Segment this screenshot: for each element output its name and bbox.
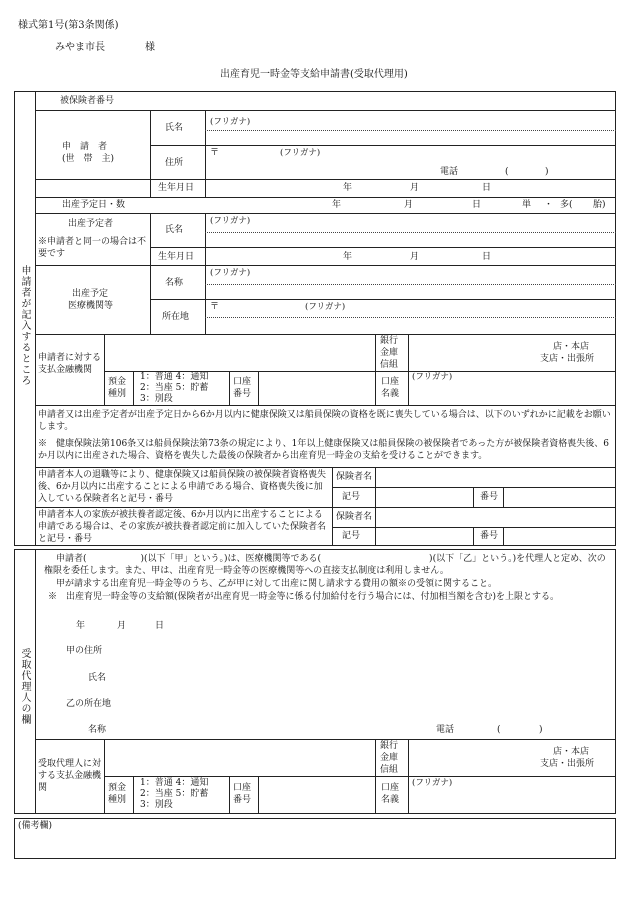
remarks-label: (備考欄) xyxy=(18,821,53,831)
facility-postal: 〒 xyxy=(210,302,220,312)
postal-mark: 〒 xyxy=(210,148,220,158)
agent-para-2: 甲が請求する出産育児一時金等のうち、乙が甲に対して出産に関し請求する費用の額※の受領に関すること。 xyxy=(56,579,498,589)
agent-account-furigana: (フリガナ) xyxy=(412,778,453,788)
due-date-label: 出産予定日・数 xyxy=(62,200,126,210)
due-month: 月 xyxy=(404,200,414,210)
account-number-label: 口座番号 xyxy=(233,377,252,399)
form-number: 様式第1号(第3条関係) xyxy=(18,20,119,31)
address-furigana: (フリガナ) xyxy=(280,148,321,158)
agent-phone-label: 電話 xyxy=(436,725,455,735)
facility-address-furigana: (フリガナ) xyxy=(305,302,346,312)
agent-day: 日 xyxy=(155,621,165,631)
party-a-address: 甲の住所 xyxy=(66,646,103,656)
facility-label-1: 出産予定 xyxy=(72,289,109,299)
applicant-address-label: 住所 xyxy=(165,158,184,168)
due-day: 日 xyxy=(472,200,482,210)
mother-day: 日 xyxy=(482,252,492,262)
mother-month: 月 xyxy=(410,252,420,262)
births-label: 胎) xyxy=(593,200,606,210)
party-a-name: 氏名 xyxy=(88,673,107,683)
birth-day: 日 xyxy=(482,183,492,193)
agent-para-3: ※ 出産育児一時金等の支給額(保険者が出産育児一時金等に係る付加給付を行う場合には、付加相当額を含む)を上限とする。 xyxy=(48,592,560,602)
branch-type-bottom: 支店・出張所 xyxy=(540,354,595,364)
agent-month: 月 xyxy=(117,621,127,631)
agent-deposit-0: 1：普通 4：通知 xyxy=(140,778,209,788)
deposit-option-0: 1：普通 4：通知 xyxy=(140,372,209,382)
notice-main: 申請者又は出産予定者が出産予定日から6か月以内に健康保険又は船員保険の資格を既に喪失している場合は、以下のいずれかに記載をお願いします。 xyxy=(38,410,611,432)
agent-account-holder: 口座名義 xyxy=(381,783,400,805)
same-note: ※申請者と同一の場合は不要です xyxy=(38,237,147,259)
agent-bank-type-2: 信組 xyxy=(380,765,399,775)
due-year: 年 xyxy=(332,200,342,210)
agent-para-1: 申請者( )(以下「甲」という。)は、医療機関等である( )(以下「乙」という。)を代理人と定め、次の権限を委任します。また、甲は、出産育児一時金等の医療機関等への直接支払制度は利用しません。 xyxy=(44,554,606,576)
bank-type-0: 銀行 xyxy=(380,336,399,346)
bank-label: 申請者に対する支払金融機関 xyxy=(38,353,102,375)
agent-deposit-label: 預金種別 xyxy=(108,783,127,805)
deposit-type-label: 預金種別 xyxy=(108,377,127,399)
phone-paren-close: ) xyxy=(545,167,549,177)
household-head-label: (世 帯 主) xyxy=(62,154,115,164)
bank-type-2: 信組 xyxy=(380,360,399,370)
agent-bank-type-0: 銀行 xyxy=(380,741,399,751)
agent-year: 年 xyxy=(76,621,86,631)
number-1: 番号 xyxy=(480,492,499,502)
applicant-label: 申 請 者 xyxy=(62,142,108,152)
applicant-side-label: 申請者が記入するところ xyxy=(19,265,30,386)
agent-side-label: 受取代理人の欄 xyxy=(19,648,30,725)
party-b-location: 乙の所在地 xyxy=(66,699,112,709)
insurer-name-1: 保険者名 xyxy=(336,472,373,482)
agent-bank-label: 受取代理人に対する支払金融機関 xyxy=(38,759,102,793)
mother-birth-label: 生年月日 xyxy=(158,252,195,262)
agent-branch-top: 店・本店 xyxy=(553,747,590,757)
symbol-2: 記号 xyxy=(342,531,361,541)
single-label: 単 xyxy=(522,200,532,210)
agent-account-number: 口座番号 xyxy=(233,783,252,805)
agent-branch-bottom: 支店・出張所 xyxy=(540,759,595,769)
insured-number-label: 被保険者番号 xyxy=(60,96,115,106)
applicant-name-label: 氏名 xyxy=(165,123,184,133)
party-b-name: 名称 xyxy=(88,725,107,735)
birth-year: 年 xyxy=(343,183,353,193)
phone-paren-open: ( xyxy=(505,167,509,177)
form-title: 出産育児一時金等支給申請書(受取代理用) xyxy=(220,69,408,80)
number-2: 番号 xyxy=(480,531,499,541)
birth-month: 月 xyxy=(410,183,420,193)
deposit-option-2: 3：別段 xyxy=(140,394,173,404)
multiple-label: 多( xyxy=(560,200,573,210)
facility-label-2: 医療機関等 xyxy=(68,301,114,311)
bank-type-1: 金庫 xyxy=(380,348,399,358)
mother-name-label: 氏名 xyxy=(165,225,184,235)
account-holder-label: 口座名義 xyxy=(381,377,400,399)
applicant-furigana: (フリガナ) xyxy=(210,117,251,127)
account-furigana: (フリガナ) xyxy=(412,372,453,382)
mother-furigana: (フリガナ) xyxy=(210,216,251,226)
agent-deposit-2: 3：別段 xyxy=(140,800,173,810)
facility-furigana: (フリガナ) xyxy=(210,268,251,278)
agent-deposit-1: 2：当座 5：貯蓄 xyxy=(140,789,209,799)
dependent-case: 申請者本人の家族が被扶養者認定後、6か月以内に出産することによる申請である場合は、その家族が被扶養者認定前に加入していた保険者名と記号・番号 xyxy=(38,510,327,544)
facility-name-label: 名称 xyxy=(165,278,184,288)
symbol-1: 記号 xyxy=(342,492,361,502)
expectant-mother-label: 出産予定者 xyxy=(68,219,114,229)
facility-location-label: 所在地 xyxy=(162,312,190,322)
notice-note: ※ 健康保険法第106条又は船員保険法第73条の規定により、1年以上健康保険又は船員保険の被保険者であった方が被保険者資格喪失後、6か月以内に出産された場合、資格を喪失した最後の保険者から出産育児一時金の支給を受けることができます。 xyxy=(38,439,609,461)
agent-phone-close: ) xyxy=(539,725,543,735)
addressee-prefix: みやま市長 xyxy=(55,42,105,53)
remarks-box xyxy=(14,818,616,859)
phone-label: 電話 xyxy=(440,167,459,177)
branch-type-top: 店・本店 xyxy=(553,342,590,352)
dot-sep: ・ xyxy=(544,200,554,210)
insurer-name-2: 保険者名 xyxy=(336,512,373,522)
birth-date-label: 生年月日 xyxy=(158,183,195,193)
agent-bank-type-1: 金庫 xyxy=(380,753,399,763)
retire-case: 申請者本人の退職等により、健康保険又は船員保険の被保険者資格喪失後、6か月以内に出産することによる申請である場合、資格喪失後に加入している保険者名と記号・番号 xyxy=(38,470,327,504)
agent-phone-open: ( xyxy=(497,725,501,735)
deposit-option-1: 2：当座 5：貯蓄 xyxy=(140,383,209,393)
addressee-suffix: 様 xyxy=(145,42,155,53)
mother-year: 年 xyxy=(343,252,353,262)
